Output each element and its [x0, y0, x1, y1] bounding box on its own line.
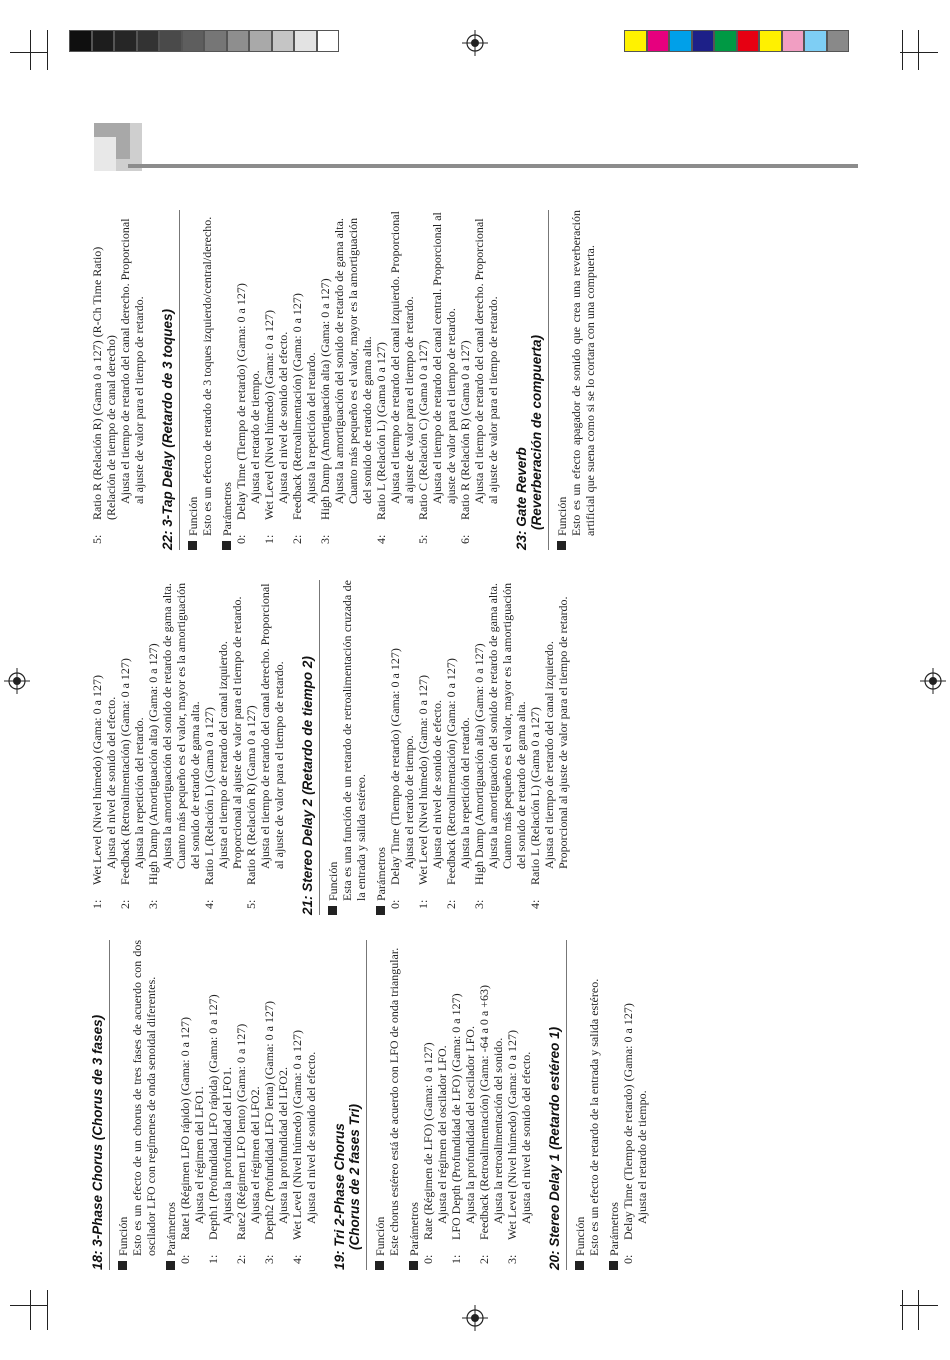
color-swatch: [182, 30, 205, 52]
section-title: 22: 3-Tap Delay (Retardo de 3 toques): [160, 210, 180, 550]
parameter-name: Ratio L (Relación L) (Gama 0 a 127): [528, 707, 542, 885]
registration-mark-icon: [920, 668, 946, 694]
column-1: [90, 940, 810, 1270]
parameter-item: [262, 940, 290, 1270]
parameter-number: 4:: [374, 534, 388, 544]
funcion-text: Esto es un efecto de retardo de la entrada y salida estéreo.: [587, 978, 601, 1256]
parameter-name: LFO Depth (Profundidad de LFO) (Gama: 0 a 127): [449, 993, 463, 1240]
parameter-number: 6:: [458, 534, 472, 544]
parameter-description: Ajusta la repetición del retardo.: [304, 352, 318, 504]
grayscale-registration-bar: [69, 30, 339, 52]
parameter-name: Rate1 (Régimen LFO rápido) (Gama: 0 a 127): [178, 1017, 192, 1240]
section-20-continued: [90, 580, 286, 915]
parameter-description: Ajusta la amortiguación del sonido de retardo de gama alta.: [332, 218, 346, 504]
crop-mark: [47, 30, 48, 70]
color-swatch: [782, 30, 805, 52]
parameter-number: 2:: [290, 534, 304, 544]
parameter-description: Ajusta el régimen del LFO2.: [248, 1086, 262, 1224]
parameter-number: 2:: [234, 1254, 248, 1264]
column-3: [90, 210, 810, 550]
funcion-heading: Función: [555, 210, 569, 550]
section-22-3-tap-delay: [160, 210, 500, 550]
parameter-number: 3:: [146, 899, 160, 909]
parameter-number: 1:: [416, 899, 430, 909]
crop-mark: [10, 52, 48, 53]
parameter-item: [449, 940, 477, 1270]
section-18-3-phase-chorus: [90, 940, 318, 1270]
parameter-number: 3:: [262, 1254, 276, 1264]
parameter-number: 1:: [262, 534, 276, 544]
color-swatch: [804, 30, 827, 52]
parameter-list: [178, 940, 318, 1270]
parameter-item: [244, 580, 286, 915]
parameter-description: Ajusta el retardo de tiempo.: [402, 735, 416, 869]
parameter-name: Feedback (Retroalimentación) (Gama: 0 a 127): [118, 658, 132, 885]
parameter-name: Rate2 (Régimen LFO lento) (Gama: 0 a 127): [234, 1023, 248, 1240]
parameter-name: High Damp (Amortiguación alta) (Gama: 0 a 127): [472, 643, 486, 885]
parameter-item: [178, 940, 206, 1270]
parameter-number: 4:: [290, 1254, 304, 1264]
parameter-name: Feedback (Retroalimentación) (Gama: 0 a 127): [290, 293, 304, 520]
parameter-item: [477, 940, 505, 1270]
parameter-description: Ajusta el tiempo de retardo del canal derecho. Proporcional al ajuste de valor para el tiempo de retardo.: [258, 583, 286, 869]
parameter-list: [90, 210, 146, 550]
registration-mark-icon: [462, 30, 488, 56]
parameter-number: 0:: [421, 1254, 435, 1264]
parameter-name: Ratio R (Relación R) (Gama 0 a 127): [458, 340, 472, 520]
header-rule: [128, 164, 858, 168]
parameter-number: 5:: [244, 899, 258, 909]
section-21-continued: [90, 210, 146, 550]
color-swatch: [692, 30, 715, 52]
funcion-text: Esta es una función de un retardo de retroalimentación cruzada de la entrada y salida estéreo.: [340, 580, 368, 901]
parameter-name: Delay Time (Tiempo de retardo) (Gama: 0 a 127): [388, 648, 402, 885]
parameter-description: Ajusta la profundidad del LFO1.: [220, 1067, 234, 1224]
parameter-list: [421, 940, 533, 1270]
parameter-description: Ajusta el tiempo de retardo del canal izquierdo. Proporcional al ajuste de valor para el tiempo de retardo.: [216, 596, 244, 869]
parameter-item: [90, 210, 146, 550]
parameter-note: Cuanto más pequeño es el valor, mayor es la amortiguación del sonido de retardo de gama alta.: [500, 582, 528, 869]
color-swatch: [714, 30, 737, 52]
parameter-description: Ajusta el tiempo de retardo del canal central. Proporcional al ajuste de valor para el tiempo de retardo.: [430, 212, 458, 504]
color-swatch: [92, 30, 115, 52]
parameter-name: Rate (Régimen de LFO) (Gama: 0 a 127): [421, 1042, 435, 1240]
parameter-number: 5:: [416, 534, 430, 544]
parametros-heading: Parámetros: [407, 940, 421, 1270]
parameter-item: [318, 210, 374, 550]
funcion-heading: Función: [116, 940, 130, 1270]
crop-mark: [900, 1305, 938, 1306]
parameter-name: Wet Level (Nivel húmedo) (Gama: 0 a 127): [505, 1030, 519, 1240]
parameter-name: Ratio C (Relación C) (Gama 0 a 127): [416, 340, 430, 520]
color-swatch: [69, 30, 92, 52]
parameter-description: Ajusta el régimen del oscilador LFO.: [435, 1045, 449, 1224]
parameter-description: Ajusta el nivel de sonido del efecto.: [276, 331, 290, 504]
section-title: 19: Tri 2-Phase Chorus (Chorus de 2 fases Tri): [332, 940, 367, 1270]
color-swatch: [137, 30, 160, 52]
parameter-description: Ajusta la amortiguación del sonido de retardo de gama alta.: [160, 583, 174, 869]
parameter-number: 0:: [178, 1254, 192, 1264]
crop-mark: [10, 1305, 48, 1306]
parameter-item: [416, 580, 444, 915]
parameter-item: [118, 580, 146, 915]
parameter-list: [90, 580, 286, 915]
funcion-heading: Función: [186, 210, 200, 550]
parameter-list: [234, 210, 500, 550]
crop-mark: [47, 1290, 48, 1330]
parameter-description: Ajusta el tiempo de retardo del canal derecho. Proporcional al ajuste de valor para el tiempo de retardo.: [118, 218, 146, 504]
crop-mark: [902, 1290, 903, 1330]
parameter-description: Ajusta la profundidad del LFO2.: [276, 1067, 290, 1224]
parameter-item: [421, 940, 449, 1270]
parameter-item: [528, 580, 570, 915]
parameter-name: Wet Level (Nivel húmedo) (Gama: 0 a 127): [262, 310, 276, 520]
parameter-number: 5:: [90, 534, 104, 544]
parameter-name: High Damp (Amortiguación alta) (Gama: 0 a 127): [146, 643, 160, 885]
parametros-heading: Parámetros: [607, 940, 621, 1270]
bullet-square-icon: [409, 1261, 418, 1270]
parameter-item: [472, 580, 528, 915]
parameter-list: [621, 940, 649, 1270]
parameter-item: [621, 940, 649, 1270]
parameter-description: Ajusta el nivel de sonido del efecto.: [104, 696, 118, 869]
bullet-square-icon: [609, 1261, 618, 1270]
parameter-name: Feedback (Retroalimentación) (Gama: 0 a 127): [444, 658, 458, 885]
parameter-description: Ajusta el tiempo de retardo del canal izquierdo. Proporcional al ajuste de valor para el tiempo de retardo.: [388, 211, 416, 504]
parameter-number: 2:: [477, 1254, 491, 1264]
parameter-note: Cuanto más pequeño es el valor, mayor es la amortiguación del sonido de retardo de gama alta.: [346, 217, 374, 504]
section-21-stereo-delay-2: [300, 580, 570, 915]
funcion-text: Esto es un efecto de retardo de 3 toques izquierdo/central/derecho.: [200, 216, 214, 536]
color-swatch: [204, 30, 227, 52]
crop-mark: [30, 30, 31, 70]
color-swatch: [249, 30, 272, 52]
parameter-item: [234, 210, 262, 550]
parameter-description: Ajusta la retroalimentación del sonido.: [491, 1037, 505, 1224]
registration-mark-icon: [4, 668, 30, 694]
parameter-description: Ajusta el nivel de sonido del efecto.: [304, 1051, 318, 1224]
parameter-item: [290, 210, 318, 550]
crop-mark: [902, 30, 903, 70]
parameter-number: 3:: [318, 534, 332, 544]
parameter-description: Ajusta la repetición del retardo.: [458, 717, 472, 869]
parameter-item: [505, 940, 533, 1270]
parameter-name: Ratio R (Relación R) (Gama 0 a 127) (R-Ch Time Ratio) (Relación de tiempo de canal derecho): [90, 246, 118, 520]
parameter-item: [416, 210, 458, 550]
parameter-item: [388, 580, 416, 915]
crop-mark: [30, 1290, 31, 1330]
parameter-name: Depth2 (Profundidad LFO lenta) (Gama: 0 a 127): [262, 1001, 276, 1240]
crop-mark: [918, 1290, 919, 1330]
parameter-number: 2:: [118, 899, 132, 909]
section-title: 18: 3-Phase Chorus (Chorus de 3 fases): [90, 940, 110, 1270]
bullet-square-icon: [222, 541, 231, 550]
parameter-name: Ratio R (Relación R) (Gama 0 a 127): [244, 705, 258, 885]
parameter-item: [458, 210, 500, 550]
manual-page-body: [90, 210, 810, 1270]
parameter-description: Ajusta el retardo de tiempo.: [248, 370, 262, 504]
crop-mark: [900, 52, 938, 53]
parameter-description: Ajusta el régimen del LFO1.: [192, 1086, 206, 1224]
color-swatch: [227, 30, 250, 52]
parameter-item: [90, 580, 118, 915]
parameter-description: Ajusta el tiempo de retardo del canal izquierdo. Proporcional al ajuste de valor para el tiempo de retardo.: [542, 596, 570, 869]
parameter-number: 0:: [234, 534, 248, 544]
parameter-item: [444, 580, 472, 915]
section-title: 23: Gate Reverb (Reverberación de compuerta): [514, 210, 549, 550]
color-swatch: [159, 30, 182, 52]
parameter-number: 4:: [528, 899, 542, 909]
parameter-item: [206, 940, 234, 1270]
section-title: 21: Stereo Delay 2 (Retardo de tiempo 2): [300, 580, 320, 915]
color-swatch: [827, 30, 850, 52]
parameter-name: Wet Level (Nivel húmedo) (Gama: 0 a 127): [416, 675, 430, 885]
funcion-text: Este chorus estéreo está de acuerdo con LFO de onda triangular.: [387, 947, 401, 1256]
parameter-number: 1:: [206, 1254, 220, 1264]
section-19-tri-2-phase-chorus: [332, 940, 533, 1270]
color-registration-bar: [624, 30, 849, 52]
parameter-item: [146, 580, 202, 915]
parameter-description: Ajusta la amortiguación del sonido de retardo de gama alta.: [486, 583, 500, 869]
color-swatch: [114, 30, 137, 52]
parameter-description: Ajusta la profundidad del oscilador LFO.: [463, 1026, 477, 1224]
parameter-name: Ratio L (Relación L) (Gama 0 a 127): [374, 342, 388, 520]
parameter-number: 4:: [202, 899, 216, 909]
parameter-name: Wet Level (Nivel húmedo) (Gama: 0 a 127): [90, 675, 104, 885]
parameter-number: 3:: [472, 899, 486, 909]
parameter-name: High Damp (Amortiguación alta) (Gama: 0 a 127): [318, 278, 332, 520]
parametros-heading: Parámetros: [220, 210, 234, 550]
color-swatch: [624, 30, 647, 52]
parameter-name: Delay Time (Tiempo de retardo) (Gama: 0 a 127): [234, 283, 248, 520]
parameter-item: [374, 210, 416, 550]
funcion-heading: Función: [373, 940, 387, 1270]
parameter-number: 2:: [444, 899, 458, 909]
color-swatch: [759, 30, 782, 52]
parameter-list: [388, 580, 570, 915]
parameter-name: Depth1 (Profundidad LFO rápida) (Gama: 0 a 127): [206, 994, 220, 1240]
parametros-heading: Parámetros: [374, 580, 388, 915]
bullet-square-icon: [375, 1261, 384, 1270]
parameter-name: Feedback (Retroalimentación) (Gama: -64 a 0 a +63): [477, 985, 491, 1240]
color-swatch: [272, 30, 295, 52]
registration-mark-icon: [462, 1305, 488, 1331]
parameter-number: 1:: [90, 899, 104, 909]
section-title: 20: Stereo Delay 1 (Retardo estéreo 1): [547, 940, 567, 1270]
parameter-item: [290, 940, 318, 1270]
funcion-text: Esto es un efecto de un chorus de tres fases de acuerdo con dos oscilador LFO con regímenes de onda senoidal diferentes.: [130, 940, 158, 1256]
column-2: [90, 580, 810, 915]
crop-mark: [918, 30, 919, 70]
parameter-description: Ajusta el tiempo de retardo del canal derecho. Proporcional al ajuste de valor para el tiempo de retardo.: [472, 218, 500, 504]
bullet-square-icon: [328, 906, 337, 915]
bullet-square-icon: [188, 541, 197, 550]
parametros-heading: Parámetros: [164, 940, 178, 1270]
funcion-heading: Función: [573, 940, 587, 1270]
parameter-description: Ajusta el nivel de sonido del efecto.: [519, 1051, 533, 1224]
parameter-number: 0:: [621, 1254, 635, 1264]
section-23-gate-reverb: [514, 210, 597, 550]
parameter-item: [262, 210, 290, 550]
parameter-description: Ajusta el retardo de tiempo.: [635, 1090, 649, 1224]
bullet-square-icon: [557, 541, 566, 550]
bullet-square-icon: [166, 1261, 175, 1270]
color-swatch: [294, 30, 317, 52]
color-swatch: [647, 30, 670, 52]
color-swatch: [737, 30, 760, 52]
parameter-number: 1:: [449, 1254, 463, 1264]
parameter-description: Ajusta la repetición del retardo.: [132, 717, 146, 869]
parameter-name: Delay Time (Tiempo de retardo) (Gama: 0 a 127): [621, 1003, 635, 1240]
parameter-number: 0:: [388, 899, 402, 909]
bullet-square-icon: [575, 1261, 584, 1270]
parameter-name: Wet Level (Nivel húmedo) (Gama: 0 a 127): [290, 1030, 304, 1240]
funcion-text: Esto es un efecto apagador de sonido que crea una reverberación artificial que suena como si se lo cortara con una compuerta.: [569, 210, 597, 536]
color-swatch: [317, 30, 340, 52]
bullet-square-icon: [376, 906, 385, 915]
parameter-name: Ratio L (Relación L) (Gama 0 a 127): [202, 707, 216, 885]
parameter-note: Cuanto más pequeño es el valor, mayor es la amortiguación del sonido de retardo de gama alta.: [174, 582, 202, 869]
bullet-square-icon: [118, 1261, 127, 1270]
parameter-item: [234, 940, 262, 1270]
color-swatch: [669, 30, 692, 52]
parameter-item: [202, 580, 244, 915]
parameter-description: Ajusta el nivel de sonido de efecto.: [430, 700, 444, 869]
funcion-heading: Función: [326, 580, 340, 915]
section-20-stereo-delay-1: [547, 940, 649, 1270]
parameter-number: 3:: [505, 1254, 519, 1264]
